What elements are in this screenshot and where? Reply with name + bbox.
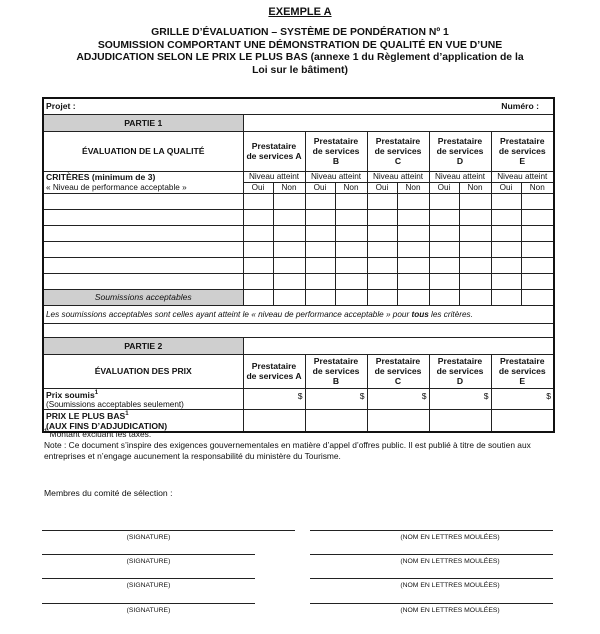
criteria-blank-cell [273,241,305,257]
footnotes [44,429,554,462]
criteria-blank-cell [397,273,429,289]
criteria-blank-cell [305,273,335,289]
price-provider-c-header: Prestataire de services C [367,354,429,388]
prix-soumis-c: $ [367,388,429,410]
price-header-row [43,354,554,388]
spacer-row [43,323,554,337]
criteria-blank-cell [491,241,521,257]
quality-header-row [43,131,554,171]
criteria-blank-cell [429,209,459,225]
signature-line [42,603,255,604]
criteria-blank-cell [397,193,429,209]
name-line [310,603,553,604]
price-eval-header: ÉVALUATION DES PRIX [43,354,243,388]
signature-label: (SIGNATURE) [126,558,171,565]
criteria-blank-row [43,193,554,209]
partie2-label: PARTIE 2 [43,337,243,354]
partie1-row [43,114,554,131]
criteria-blank-cell [397,209,429,225]
criteria-blank-cell [243,225,273,241]
criteria-blank-cell [459,225,491,241]
criteria-blank-row [43,273,554,289]
criteria-blank-cell [305,241,335,257]
criteria-blank-cell [459,273,491,289]
footnote-text: Montant excluant les taxes. [47,429,152,439]
niveau-atteint-c: Niveau atteint [367,171,429,182]
acceptables-cell [273,289,305,305]
criteria-blank-cell [273,273,305,289]
criteria-blank-cell [429,193,459,209]
price-provider-e-header: Prestataire de services E [491,354,554,388]
criteria-blank-cell [367,257,397,273]
criteria-blank-row [43,257,554,273]
criteria-blank-cell [429,225,459,241]
niveau-atteint-b: Niveau atteint [305,171,367,182]
criteria-blank-cell [491,225,521,241]
criteria-blank-cell [305,225,335,241]
name-line [310,530,553,531]
criteria-row [43,171,554,182]
acceptables-cell [243,289,273,305]
criteria-blank-cell [43,257,243,273]
partie2-row [43,337,554,354]
title-line: Loi sur le bâtiment) [252,64,348,76]
criteria-blank-cell [367,209,397,225]
prix-soumis-footnote-mark: 1 [94,389,99,396]
acceptables-cell [429,289,459,305]
acceptance-note-row [43,305,554,323]
criteria-blank-cell [397,257,429,273]
criteria-blank-cell [521,273,554,289]
criteria-blank-row [43,241,554,257]
non-b: Non [335,182,367,193]
example-label: EXEMPLE A [268,6,332,18]
name-line [310,554,553,555]
criteria-blank-cell [243,273,273,289]
numero-label: Numéro : [501,101,540,111]
price-provider-a-header: Prestataire de services A [243,354,305,388]
criteria-blank-cell [43,193,243,209]
oui-d: Oui [429,182,459,193]
criteria-blank-cell [491,209,521,225]
prix-plus-bas-label: PRIX LE PLUS BAS [46,411,126,422]
non-a: Non [273,182,305,193]
criteria-blank-cell [43,241,243,257]
criteria-blank-cell [459,241,491,257]
footnote-mark: 1 [44,429,48,436]
oui-e: Oui [491,182,521,193]
name-line [310,578,553,579]
acceptables-row [43,289,554,305]
prix-soumis-label: Prix soumis [46,389,95,400]
criteria-blank-cell [521,257,554,273]
provider-c-header: Prestataire de services C [367,131,429,171]
criteria-blank-cell [367,273,397,289]
project-row [43,98,554,114]
criteria-label: CRITÈRES (minimum de 3) [43,171,243,182]
criteria-blank-cell [305,209,335,225]
criteria-blank-cell [335,225,367,241]
criteria-blank-cell [367,241,397,257]
criteria-blank-cell [367,193,397,209]
prix-soumis-a: $ [243,388,305,410]
partie1-label: PARTIE 1 [43,114,243,131]
prix-plus-bas-sub: (AUX FINS D’ADJUDICATION) [46,420,168,431]
name-label: (NOM EN LETTRES MOULÉES) [400,534,500,541]
criteria-blank-cell [43,225,243,241]
acceptables-label: Soumissions acceptables [43,289,243,305]
prix-plus-bas-footnote-mark: 1 [125,411,129,418]
partie1-blank [243,114,554,131]
criteria-blank-cell [521,225,554,241]
committee-label: Membres du comité de sélection : [44,488,173,498]
provider-a-header: Prestataire de services A [243,131,305,171]
acceptables-cell [491,289,521,305]
criteria-blank-cell [397,225,429,241]
partie2-blank [243,337,554,354]
criteria-blank-cell [273,257,305,273]
criteria-blank-cell [429,257,459,273]
project-cell [43,98,554,114]
oui-c: Oui [367,182,397,193]
oui-non-row [43,182,554,193]
criteria-blank-cell [243,209,273,225]
quality-eval-header: ÉVALUATION DE LA QUALITÉ [43,131,243,171]
criteria-blank-cell [367,225,397,241]
niveau-atteint-d: Niveau atteint [429,171,491,182]
signature-line [42,530,295,531]
criteria-blank-cell [43,273,243,289]
acceptables-cell [305,289,335,305]
criteria-blank-cell [397,241,429,257]
note-after: les critères. [428,309,473,319]
criteria-blank-cell [273,193,305,209]
criteria-blank-cell [459,257,491,273]
criteria-blank-cell [243,257,273,273]
criteria-blank-cell [521,209,554,225]
criteria-blank-row [43,209,554,225]
niveau-atteint-a: Niveau atteint [243,171,305,182]
criteria-blank-cell [305,193,335,209]
criteria-blank-cell [335,273,367,289]
prix-soumis-sub: (Soumissions acceptables seulement) [46,399,184,409]
prix-soumis-d: $ [429,388,491,410]
criteria-blank-cell [491,257,521,273]
criteria-blank-cell [273,225,305,241]
price-provider-d-header: Prestataire de services D [429,354,491,388]
signature-line [42,578,255,579]
criteria-blank-cell [335,241,367,257]
criteria-blank-cell [459,209,491,225]
signature-label: (SIGNATURE) [126,582,171,589]
acceptables-cell [459,289,491,305]
document-title [40,27,560,77]
prix-soumis-b: $ [305,388,367,410]
criteria-blank-cell [459,193,491,209]
criteria-blank-cell [335,257,367,273]
non-c: Non [397,182,429,193]
signature-label: (SIGNATURE) [126,534,171,541]
title-line: GRILLE D’ÉVALUATION – SYSTÈME DE PONDÉRATION Nº 1 [151,27,449,38]
criteria-blank-cell [491,273,521,289]
criteria-sub: « Niveau de performance acceptable » [43,182,243,193]
niveau-atteint-e: Niveau atteint [491,171,554,182]
signature-line [42,554,255,555]
criteria-blank-cell [335,193,367,209]
note-bold: tous [411,309,429,319]
acceptance-note [43,305,554,323]
title-line: ADJUDICATION SELON LE PRIX LE PLUS BAS (annexe 1 du Règlement d’application de la [76,52,524,64]
criteria-blank-cell [429,273,459,289]
criteria-blank-cell [43,209,243,225]
criteria-blank-cell [491,193,521,209]
prix-soumis-cell [43,388,243,410]
criteria-blank-row [43,225,554,241]
title-line: SOUMISSION COMPORTANT UNE DÉMONSTRATION DE QUALITÉ EN VUE D’UNE [97,39,503,51]
acceptables-cell [521,289,554,305]
non-e: Non [521,182,554,193]
provider-e-header: Prestataire de services E [491,131,554,171]
criteria-blank-cell [429,241,459,257]
non-d: Non [459,182,491,193]
criteria-blank-cell [305,257,335,273]
acceptables-cell [367,289,397,305]
acceptables-cell [335,289,367,305]
provider-d-header: Prestataire de services D [429,131,491,171]
oui-b: Oui [305,182,335,193]
criteria-blank-cell [521,241,554,257]
name-label: (NOM EN LETTRES MOULÉES) [400,582,500,589]
acceptables-cell [397,289,429,305]
oui-a: Oui [243,182,273,193]
criteria-blank-cell [335,209,367,225]
price-provider-b-header: Prestataire de services B [305,354,367,388]
prix-soumis-e: $ [491,388,554,410]
signature-label: (SIGNATURE) [126,607,171,614]
name-label: (NOM EN LETTRES MOULÉES) [400,558,500,565]
name-label: (NOM EN LETTRES MOULÉES) [400,607,500,614]
footnote-line [44,429,554,440]
criteria-blank-cell [521,193,554,209]
criteria-blank-cell [273,209,305,225]
note-before: Les soumissions acceptables sont celles ayant atteint le « niveau de performance acceptable » pour [46,309,412,319]
document-note: Note : Ce document s’inspire des exigences gouvernementales en matière d’appel d’offres public. Il est publié à titre de soutien aux entreprises et n’engage aucunement la responsabilité du ministère du Tourisme. [44,440,531,461]
criteria-blank-cell [243,241,273,257]
spacer-cell [43,323,554,337]
criteria-blank-cell [243,193,273,209]
projet-label: Projet : [46,101,76,112]
prix-soumis-row [43,388,554,410]
provider-b-header: Prestataire de services B [305,131,367,171]
